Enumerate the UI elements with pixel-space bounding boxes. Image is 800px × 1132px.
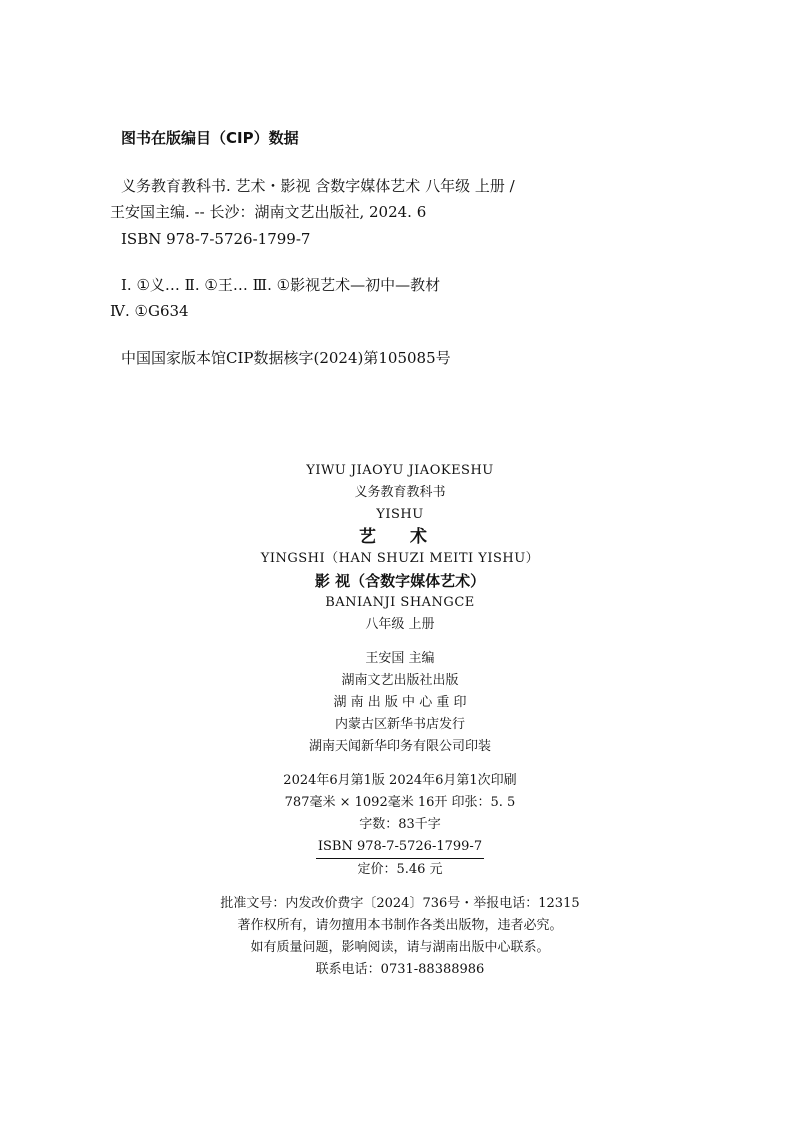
editor: 王安国 主编 xyxy=(365,651,435,666)
printer: 湖南天闻新华印务有限公司印装 xyxy=(308,739,491,754)
distributor: 内蒙古区新华书店发行 xyxy=(334,717,465,732)
grade: 八年级 上册 xyxy=(365,617,435,632)
cip-title: 图书在版编目（CIP）数据 xyxy=(121,129,299,147)
format-info: 787毫米 × 1092毫米 16开 印张：5. 5 xyxy=(284,795,516,810)
series-name: 义务教育教科书 xyxy=(354,485,446,500)
cip-line-5: Ⅳ. ①G634 xyxy=(110,302,189,320)
cip-isbn: ISBN 978-7-5726-1799-7 xyxy=(121,230,311,248)
word-count: 字数：83千字 xyxy=(359,817,441,832)
colophon-block xyxy=(0,460,800,981)
cip-record-number: 中国国家版本馆CIP数据核字(2024)第105085号 xyxy=(121,349,451,367)
publisher: 湖南文艺出版社出版 xyxy=(341,673,459,688)
price: 定价：5.46 元 xyxy=(357,862,443,877)
cip-line-4: Ⅰ. ①义… Ⅱ. ①王… Ⅲ. ①影视艺术—初中—教材 xyxy=(121,276,441,294)
isbn-row xyxy=(0,836,800,859)
subject-title: 艺 术 xyxy=(359,527,441,547)
isbn: ISBN 978-7-5726-1799-7 xyxy=(316,836,484,859)
copyright-notice: 著作权所有，请勿擅用本书制作各类出版物，违者必究。 xyxy=(237,918,563,933)
cip-line-1: 义务教育教科书. 艺术・影视 含数字媒体艺术 八年级 上册 / xyxy=(121,177,515,195)
subtitle-pinyin: YINGSHI（HAN SHUZI MEITI YISHU） xyxy=(260,551,540,566)
series-pinyin: YIWU JIAOYU JIAOKESHU xyxy=(306,463,494,478)
grade-pinyin: BANIANJI SHANGCE xyxy=(325,595,475,610)
approval-number: 批准文号：内发改价费字〔2024〕736号・举报电话：12315 xyxy=(220,896,580,911)
quality-notice: 如有质量问题，影响阅读，请与湖南出版中心联系。 xyxy=(250,940,550,955)
edition-info: 2024年6月第1版 2024年6月第1次印刷 xyxy=(283,773,517,788)
cip-line-2: 王安国主编. -- 长沙：湖南文艺出版社, 2024. 6 xyxy=(110,203,427,221)
subtitle: 影 视（含数字媒体艺术） xyxy=(314,572,486,590)
subject-pinyin: YISHU xyxy=(376,507,424,522)
reprinter: 湖 南 出 版 中 心 重 印 xyxy=(333,695,467,710)
contact-phone: 联系电话：0731-88388986 xyxy=(315,962,485,977)
